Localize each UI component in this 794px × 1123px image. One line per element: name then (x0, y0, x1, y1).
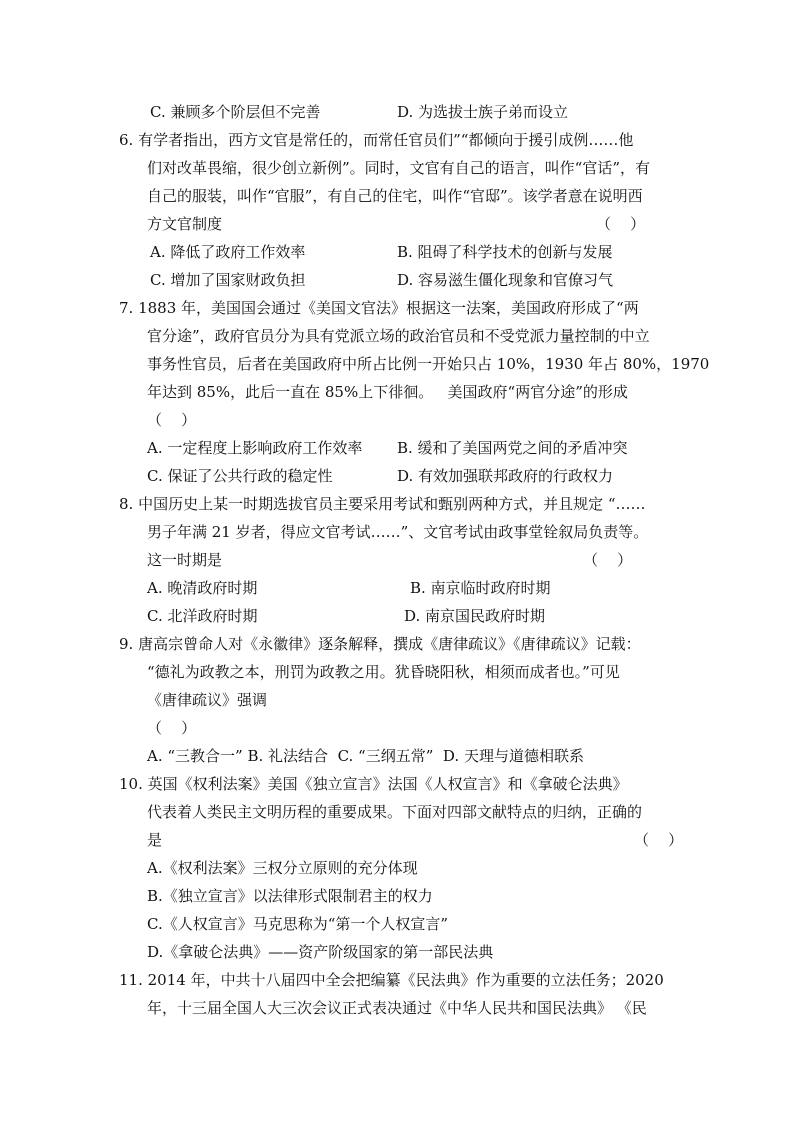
text-line: C. 北洋政府时期 (147, 607, 258, 625)
text-line: 年，十三届全国人大三次会议正式表决通过《中华人民共和国民法典》 《民 (147, 999, 647, 1017)
text-line: C. 保证了公共行政的稳定性 (147, 467, 333, 485)
text-line: B. 阻碍了科学技术的创新与发展 (397, 243, 613, 261)
text-line: D. 容易滋生僵化现象和官僚习气 (397, 271, 614, 289)
text-line: C. 兼顾多个阶层但不完善 (150, 103, 321, 121)
text-line: 8. 中国历史上某一时期选拔官员主要采用考试和甄别两种方式，并且规定 “…… (119, 495, 646, 513)
text-line: 《唐律疏议》强调 (147, 691, 268, 709)
text-line: 6. 有学者指出，西方文官是常任的，而常任官员们”“都倾向于援引成例……他 (119, 131, 634, 149)
text-line: 事务性官员，后者在美国政府中所占比例一开始只占 10%，1930 年占 80%，1970 (147, 355, 710, 373)
text-line: D. 南京国民政府时期 (404, 607, 546, 625)
text-line: 是 (147, 831, 163, 849)
text-line: （ ） (147, 411, 197, 429)
text-line: 10. 英国《权利法案》美国《独立宣言》法国《人权宣言》和《拿破仑法典》 (119, 775, 628, 793)
text-line: A. 降低了政府工作效率 (150, 243, 306, 261)
text-line: 9. 唐高宗曾命人对《永徽律》逐条解释，撰成《唐律疏议》《唐律疏议》记载： (119, 635, 641, 653)
text-line: 们对改革畏缩，很少创立新例”。同时，文官有自己的语言，叫作“官话”，有 (147, 159, 651, 177)
text-line: （ ） (147, 719, 197, 737)
text-line: 11. 2014 年，中共十八届四中全会把编纂《民法典》作为重要的立法任务；2020 (119, 971, 664, 989)
text-line: C. 增加了国家财政负担 (150, 271, 306, 289)
text-line: B. 南京临时政府时期 (410, 579, 551, 597)
text-line: A.《权利法案》三权分立原则的充分体现 (147, 859, 418, 877)
text-line: 方文官制度 (147, 215, 223, 233)
text-line: B. 缓和了美国两党之间的矛盾冲突 (397, 439, 628, 457)
text-line: D.《拿破仑法典》——资产阶级国家的第一部民法典 (147, 943, 494, 961)
text-line: 男子年满 21 岁者，得应文官考试……”、文官考试由政事堂铨叙局负责等。 (147, 523, 649, 541)
text-line: A. 一定程度上影响政府工作效率 (147, 439, 363, 457)
text-line: （ ） (583, 551, 633, 569)
text-line: C.《人权宣言》马克思称为“第一个人权宣言” (147, 915, 449, 933)
text-line: 自己的服装，叫作“官服”，有自己的住宅，叫作“官邸”。该学者意在说明西 (147, 187, 643, 205)
text-line: A. 晚清政府时期 (147, 579, 258, 597)
text-line: “德礼为政教之本，刑罚为政教之用。犹昏晓阳秋，相须而成者也。”可见 (147, 663, 620, 681)
text-line: D. 有效加强联邦政府的行政权力 (397, 467, 614, 485)
text-line: 年达到 85%，此后一直在 85%上下徘徊。 美国政府“两官分途”的形成 (147, 383, 628, 401)
text-line: 官分途”，政府官员分为具有党派立场的政治官员和不受党派力量控制的中立 (147, 327, 650, 345)
text-line: 代表着人类民主文明历程的重要成果。下面对四部文献特点的归纳，正确的 (147, 803, 643, 821)
text-line: （ ） (596, 215, 646, 233)
text-line: D. 为选拔士族子弟而设立 (397, 103, 569, 121)
text-line: 这一时期是 (147, 551, 223, 569)
text-line: （ ） (634, 831, 684, 849)
text-line: 7. 1883 年，美国国会通过《美国文官法》根据这一法案，美国政府形成了“两 (119, 299, 639, 317)
text-line: B.《独立宣言》以法律形式限制君主的权力 (147, 887, 433, 905)
text-line: A. “三教合一” B. 礼法结合 C. “三纲五常” D. 天理与道德相联系 (147, 747, 584, 765)
